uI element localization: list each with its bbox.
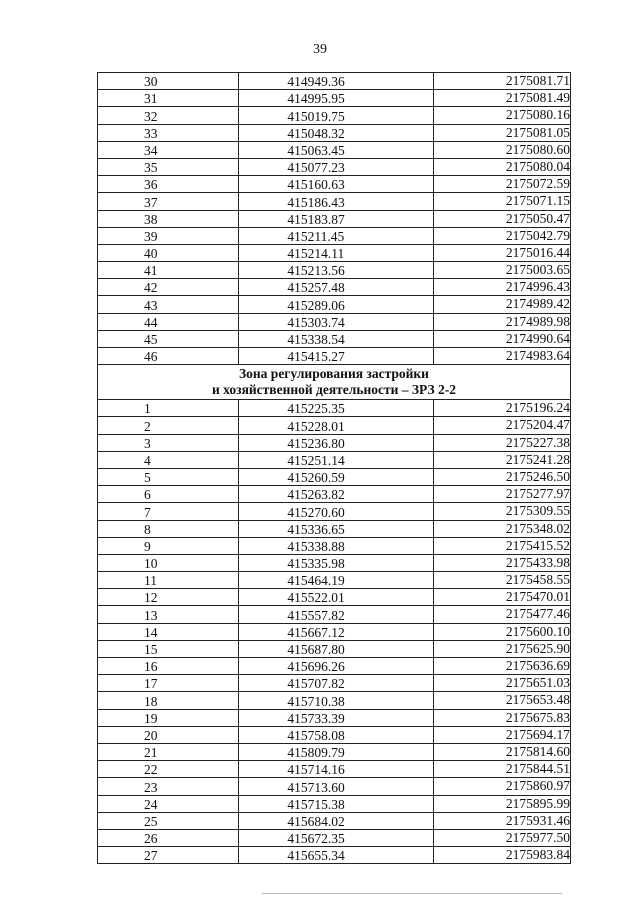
point-number: 16 [98, 658, 239, 675]
coordinate-y: 2175241.28 [433, 451, 570, 468]
point-number: 35 [98, 158, 239, 175]
table-row [98, 726, 571, 743]
table-row [98, 829, 571, 846]
coordinate-x: 415257.48 [239, 279, 434, 296]
point-number: 15 [98, 640, 239, 657]
coordinate-y: 2175071.15 [433, 193, 570, 210]
zone-heading [98, 365, 571, 400]
coordinate-x: 415733.39 [239, 709, 434, 726]
table-row [98, 847, 571, 864]
point-number: 11 [98, 572, 239, 589]
table-row [98, 468, 571, 485]
coordinate-y: 2175277.97 [433, 486, 570, 503]
table-row [98, 107, 571, 124]
coordinates-table [97, 72, 571, 864]
point-number: 38 [98, 210, 239, 227]
coordinate-x: 415335.98 [239, 554, 434, 571]
point-number: 40 [98, 244, 239, 261]
coordinate-x: 415186.43 [239, 193, 434, 210]
coordinate-y: 2175016.44 [433, 244, 570, 261]
point-number: 18 [98, 692, 239, 709]
coordinate-y: 2175348.02 [433, 520, 570, 537]
coordinate-x: 415338.54 [239, 330, 434, 347]
coordinate-x: 415758.08 [239, 726, 434, 743]
point-number: 4 [98, 451, 239, 468]
page-number: 39 [313, 42, 327, 57]
coordinate-x: 415684.02 [239, 812, 434, 829]
coordinate-x: 415687.80 [239, 640, 434, 657]
coordinate-x: 415160.63 [239, 176, 434, 193]
coordinate-y: 2175072.59 [433, 176, 570, 193]
coordinate-x: 415063.45 [239, 141, 434, 158]
coordinate-x: 415019.75 [239, 107, 434, 124]
coordinate-x: 414995.95 [239, 90, 434, 107]
coordinate-y: 2175080.16 [433, 107, 570, 124]
coordinate-y: 2175983.84 [433, 847, 570, 864]
coordinate-y: 2175050.47 [433, 210, 570, 227]
coordinate-y: 2175625.90 [433, 640, 570, 657]
point-number: 19 [98, 709, 239, 726]
table-row [98, 640, 571, 657]
table-row [98, 778, 571, 795]
table-row [98, 692, 571, 709]
point-number: 2 [98, 417, 239, 434]
coordinate-x: 415214.11 [239, 244, 434, 261]
table-row [98, 176, 571, 193]
point-number: 31 [98, 90, 239, 107]
point-number: 13 [98, 606, 239, 623]
point-number: 3 [98, 434, 239, 451]
table-row [98, 400, 571, 417]
coordinate-y: 2175844.51 [433, 761, 570, 778]
point-number: 34 [98, 141, 239, 158]
point-number: 20 [98, 726, 239, 743]
coordinate-x: 415672.35 [239, 829, 434, 846]
coordinate-x: 415270.60 [239, 503, 434, 520]
point-number: 43 [98, 296, 239, 313]
table-row [98, 313, 571, 330]
coordinate-y: 2175860.97 [433, 778, 570, 795]
coordinate-y: 2175042.79 [433, 227, 570, 244]
point-number: 23 [98, 778, 239, 795]
page-edge-line [262, 893, 562, 894]
point-number: 7 [98, 503, 239, 520]
coordinate-y: 2175309.55 [433, 503, 570, 520]
point-number: 45 [98, 330, 239, 347]
point-number: 32 [98, 107, 239, 124]
coordinate-x: 415707.82 [239, 675, 434, 692]
coordinate-x: 415183.87 [239, 210, 434, 227]
coordinate-y: 2175246.50 [433, 468, 570, 485]
coordinate-y: 2175415.52 [433, 537, 570, 554]
coordinate-x: 415236.80 [239, 434, 434, 451]
coordinate-y: 2175651.03 [433, 675, 570, 692]
table-row [98, 193, 571, 210]
coordinate-x: 415714.16 [239, 761, 434, 778]
coordinate-x: 415225.35 [239, 400, 434, 417]
coordinate-y: 2175081.71 [433, 73, 570, 90]
table-row [98, 158, 571, 175]
coordinate-x: 415696.26 [239, 658, 434, 675]
coordinate-y: 2175814.60 [433, 743, 570, 760]
table-row [98, 296, 571, 313]
coordinate-y: 2175470.01 [433, 589, 570, 606]
point-number: 5 [98, 468, 239, 485]
point-number: 33 [98, 124, 239, 141]
point-number: 25 [98, 812, 239, 829]
coordinate-x: 415715.38 [239, 795, 434, 812]
coordinate-x: 415809.79 [239, 743, 434, 760]
coordinate-y: 2175895.99 [433, 795, 570, 812]
coordinate-y: 2175931.46 [433, 812, 570, 829]
coordinate-x: 415557.82 [239, 606, 434, 623]
table-row [98, 73, 571, 90]
coordinate-y: 2175675.83 [433, 709, 570, 726]
point-number: 8 [98, 520, 239, 537]
coordinate-y: 2174990.64 [433, 330, 570, 347]
coordinate-x: 415260.59 [239, 468, 434, 485]
coordinate-y: 2174983.64 [433, 348, 570, 365]
coordinate-y: 2175694.17 [433, 726, 570, 743]
coordinate-x: 415289.06 [239, 296, 434, 313]
coordinate-x: 415522.01 [239, 589, 434, 606]
table-row [98, 709, 571, 726]
point-number: 27 [98, 847, 239, 864]
coordinate-x: 415655.34 [239, 847, 434, 864]
table-row [98, 743, 571, 760]
point-number: 12 [98, 589, 239, 606]
coordinate-y: 2175227.38 [433, 434, 570, 451]
coordinate-x: 414949.36 [239, 73, 434, 90]
point-number: 17 [98, 675, 239, 692]
coordinate-y: 2175204.47 [433, 417, 570, 434]
coordinate-x: 415213.56 [239, 262, 434, 279]
table-row [98, 451, 571, 468]
table-row [98, 417, 571, 434]
coordinate-y: 2175653.48 [433, 692, 570, 709]
table-row [98, 812, 571, 829]
coordinate-y: 2175003.65 [433, 262, 570, 279]
coordinate-y: 2174996.43 [433, 279, 570, 296]
coordinate-x: 415713.60 [239, 778, 434, 795]
coordinate-y: 2175600.10 [433, 623, 570, 640]
table-row [98, 279, 571, 296]
coordinate-y: 2175081.05 [433, 124, 570, 141]
point-number: 37 [98, 193, 239, 210]
table-row [98, 537, 571, 554]
coordinate-y: 2174989.42 [433, 296, 570, 313]
coordinate-y: 2175433.98 [433, 554, 570, 571]
coordinate-y: 2175477.46 [433, 606, 570, 623]
table-row [98, 554, 571, 571]
point-number: 36 [98, 176, 239, 193]
table-row [98, 520, 571, 537]
coordinate-x: 415710.38 [239, 692, 434, 709]
table-row [98, 486, 571, 503]
table-row [98, 90, 571, 107]
table-row [98, 675, 571, 692]
coordinate-x: 415048.32 [239, 124, 434, 141]
table-row [98, 606, 571, 623]
point-number: 42 [98, 279, 239, 296]
table-row [98, 262, 571, 279]
coordinate-x: 415336.65 [239, 520, 434, 537]
table-row [98, 330, 571, 347]
table-row [98, 227, 571, 244]
coordinates-part1 [98, 73, 571, 365]
coordinate-x: 415211.45 [239, 227, 434, 244]
point-number: 14 [98, 623, 239, 640]
table-row [98, 503, 571, 520]
coordinate-x: 415667.12 [239, 623, 434, 640]
point-number: 41 [98, 262, 239, 279]
table-row [98, 210, 571, 227]
coordinate-x: 415077.23 [239, 158, 434, 175]
coordinate-y: 2175636.69 [433, 658, 570, 675]
zone-heading-line2: и хозяйственной деятельности – ЗРЗ 2-2 [212, 382, 456, 398]
point-number: 24 [98, 795, 239, 812]
point-number: 26 [98, 829, 239, 846]
point-number: 6 [98, 486, 239, 503]
table-row [98, 623, 571, 640]
coordinate-x: 415263.82 [239, 486, 434, 503]
table-row [98, 434, 571, 451]
table-row [98, 795, 571, 812]
point-number: 46 [98, 348, 239, 365]
coordinates-part2 [98, 400, 571, 864]
coordinate-x: 415303.74 [239, 313, 434, 330]
table-row [98, 658, 571, 675]
zone-heading-row [98, 365, 571, 400]
table-row [98, 589, 571, 606]
zone-section [98, 365, 571, 400]
coordinate-y: 2175080.60 [433, 141, 570, 158]
point-number: 9 [98, 537, 239, 554]
coordinate-y: 2175081.49 [433, 90, 570, 107]
coordinate-x: 415464.19 [239, 572, 434, 589]
coordinate-y: 2175196.24 [433, 400, 570, 417]
coordinate-y: 2174989.98 [433, 313, 570, 330]
point-number: 1 [98, 400, 239, 417]
table-row [98, 348, 571, 365]
point-number: 30 [98, 73, 239, 90]
coordinate-y: 2175080.04 [433, 158, 570, 175]
table-row [98, 141, 571, 158]
table-row [98, 572, 571, 589]
coordinate-y: 2175458.55 [433, 572, 570, 589]
point-number: 21 [98, 743, 239, 760]
coordinate-y: 2175977.50 [433, 829, 570, 846]
coordinate-x: 415415.27 [239, 348, 434, 365]
point-number: 10 [98, 554, 239, 571]
point-number: 39 [98, 227, 239, 244]
coordinate-x: 415251.14 [239, 451, 434, 468]
coordinate-x: 415338.88 [239, 537, 434, 554]
point-number: 22 [98, 761, 239, 778]
table-row [98, 244, 571, 261]
table-row [98, 761, 571, 778]
zone-heading-line1: Зона регулирования застройки [239, 366, 429, 382]
coordinate-x: 415228.01 [239, 417, 434, 434]
point-number: 44 [98, 313, 239, 330]
table-row [98, 124, 571, 141]
